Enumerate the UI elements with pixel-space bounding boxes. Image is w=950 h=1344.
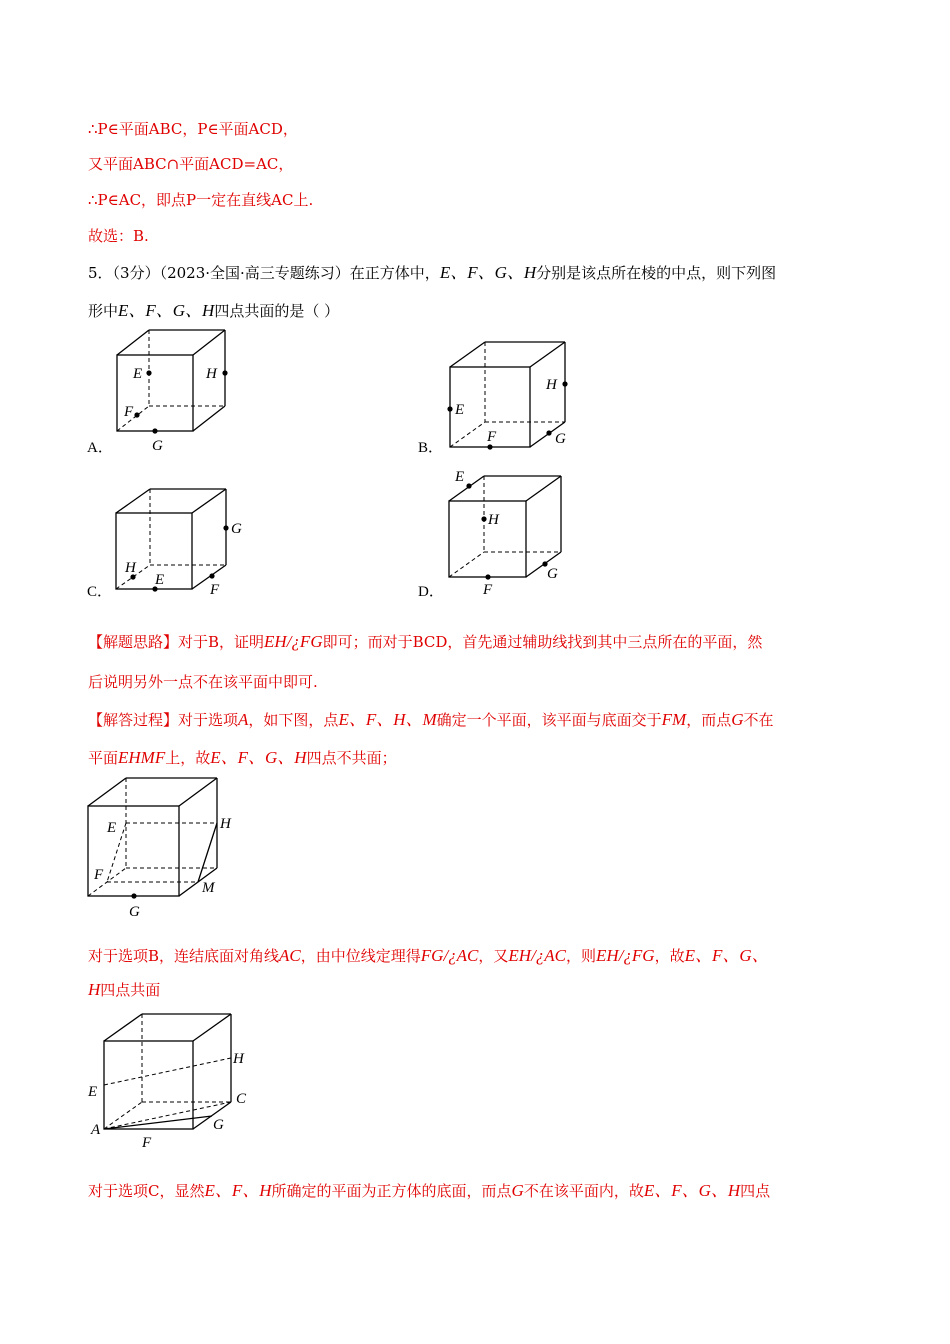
point-g-dot (223, 525, 228, 530)
point-g-dot (131, 893, 136, 898)
point-h-dot (481, 516, 486, 521)
option-c-label: C． (87, 584, 113, 600)
label-h: H (206, 366, 217, 382)
question-line-2: 形中E、F、G、H四点共面的是（ ） (88, 301, 340, 320)
label-e: E (133, 366, 143, 382)
label-e: E (88, 1084, 98, 1100)
point-f-dot (134, 412, 139, 417)
option-b-label: B． (418, 440, 444, 456)
label-g: G (231, 521, 242, 537)
cube-solution-a (80, 775, 250, 925)
option-b-explanation-line-2: H四点共面 (88, 980, 161, 999)
option-d-label: D． (418, 584, 444, 600)
solution-b-figure (85, 1008, 255, 1158)
label-g: G (547, 566, 558, 582)
label-h: H (488, 512, 499, 528)
cube-a (80, 330, 240, 460)
option-c-figure (80, 480, 250, 605)
point-g-dot (546, 430, 551, 435)
label-e: E (455, 469, 465, 485)
point-f-dot (209, 573, 214, 578)
label-e: E (155, 572, 165, 588)
label-f: F (94, 867, 104, 883)
label-g: G (213, 1117, 224, 1133)
option-c-explanation-line-1: 对于选项C，显然E、F、H所确定的平面为正方体的底面，而点G不在该平面内，故E、F、G、H四点 (88, 1181, 771, 1200)
label-g: G (555, 431, 566, 447)
point-f-dot (487, 444, 492, 449)
label-h: H (546, 377, 557, 393)
point-f-dot (485, 574, 490, 579)
answer-line: 故选：B. (88, 227, 149, 245)
cube-solution-b (85, 1008, 255, 1158)
question-line-1: 5．（3分）（2023·全国·高三专题练习）在正方体中，E、F、G、H分别是该点所在棱的中点，则下列图 (88, 263, 777, 282)
option-a-figure (80, 330, 240, 460)
label-g: G (129, 904, 140, 920)
label-f: F (124, 404, 134, 420)
label-m: M (202, 880, 215, 896)
label-f: F (142, 1135, 152, 1151)
cube-d (410, 462, 580, 602)
point-h-dot (222, 370, 227, 375)
cube-c (80, 480, 250, 605)
option-d-figure (410, 462, 580, 602)
label-e: E (107, 820, 117, 836)
label-g: G (152, 438, 163, 454)
label-h: H (125, 560, 136, 576)
point-e-dot (146, 370, 151, 375)
label-f: F (487, 429, 497, 445)
label-e: E (455, 402, 465, 418)
option-b-figure (410, 335, 580, 460)
label-h: H (220, 816, 231, 832)
label-f: F (483, 582, 493, 598)
label-h: H (233, 1051, 244, 1067)
process-line-2: 平面EHMF上，故E、F、G、H四点不共面； (88, 748, 397, 767)
proof-line-3: ∴P∈AC，即点P一定在直线AC上. (88, 191, 314, 209)
point-h-dot (562, 381, 567, 386)
proof-line-1: ∴P∈平面ABC，P∈平面ACD， (88, 120, 298, 138)
point-e-dot (466, 483, 471, 488)
label-c: C (236, 1091, 247, 1107)
point-e-dot (447, 406, 452, 411)
cube-b (410, 335, 580, 460)
option-a-label: A． (87, 440, 113, 456)
thinking-line-1: 【解题思路】对于B，证明EH/¿FG即可；而对于BCD，首先通过辅助线找到其中三点所在的平面，然 (88, 632, 763, 651)
point-g-dot (152, 428, 157, 433)
thinking-line-2: 后说明另外一点不在该平面中即可. (88, 673, 318, 691)
option-b-explanation-line-1: 对于选项B，连结底面对角线AC，由中位线定理得FG/¿AC，又EH/¿AC，则EH/¿FG，故E、F、G、 (88, 946, 769, 965)
label-a: A (91, 1122, 101, 1138)
process-line-1: 【解答过程】对于选项A，如下图，点E、F、H、M确定一个平面，该平面与底面交于FM，而点G不在 (88, 710, 774, 729)
solution-a-figure (80, 775, 250, 925)
proof-line-2: 又平面ABC∩平面ACD=AC， (88, 155, 294, 173)
label-f: F (210, 582, 220, 598)
question-points: E、F、G、H (439, 263, 537, 282)
